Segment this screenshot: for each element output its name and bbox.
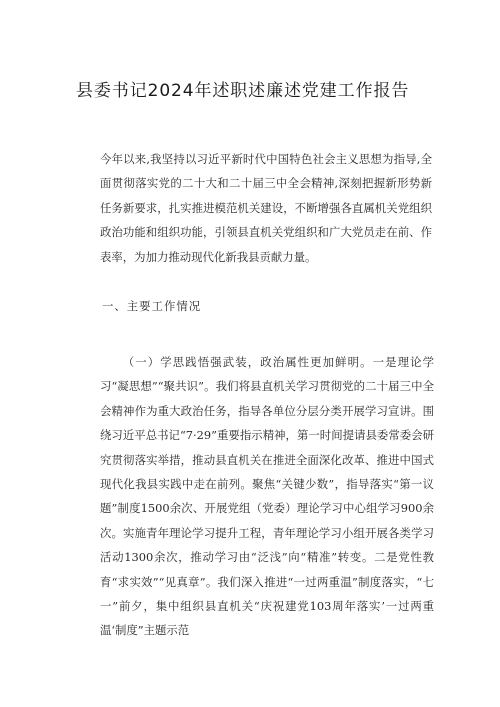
intro-paragraph [100, 147, 432, 269]
intro-text: 今年以来,我坚持以习近平新时代中国特色社会主义思想为指导,全面贯彻落实党的二十大和二十届三中全会精神,深刻把握新形势新任务新要求，扎实推进模范机关建设，不断增强各直属机关党组织政治功能和组织功能，引领县直机关党组织和广大党员走在前、作表率，为加力推动现代化新我县贡献力量。 [100, 152, 432, 264]
document-title: 县委书记2024年述职述廉述党建工作报告 [76, 81, 410, 101]
section-one-paragraph [100, 350, 434, 643]
section-heading: 一、主要工作情况 [102, 299, 202, 313]
section-one-text: （一）学思践悟强武装，政治属性更加鲜明。一是理论学习“凝思想”“聚共识”。我们将县直机关学习贯彻党的二十届三中全会精神作为重大政治任务，指导各单位分层分类开展学习宣讲。围绕习近平总书记“7·29”重要指示精神，第一时间提请县委常委会研究贯彻落实举措，推动县直机关在推进全面深化改革、推进中国式现代化我县实践中走在前列。聚焦“关键少数”，指导落实“第一议题”制度1500余次、开展党组（党委）理论学习中心组学习900余次。实施青年理论学习提升工程，青年理论学习小组开展各类学习活动1300余次，推动学习由“泛浅”向“精准”转变。二是党性教育“求实效”“见真章”。我们深入推进“一过两重温”制度落实，“七一”前夕，集中组织县直机关“庆祝建党103周年落实’一过两重温‘制度”主题示范 [100, 355, 434, 638]
